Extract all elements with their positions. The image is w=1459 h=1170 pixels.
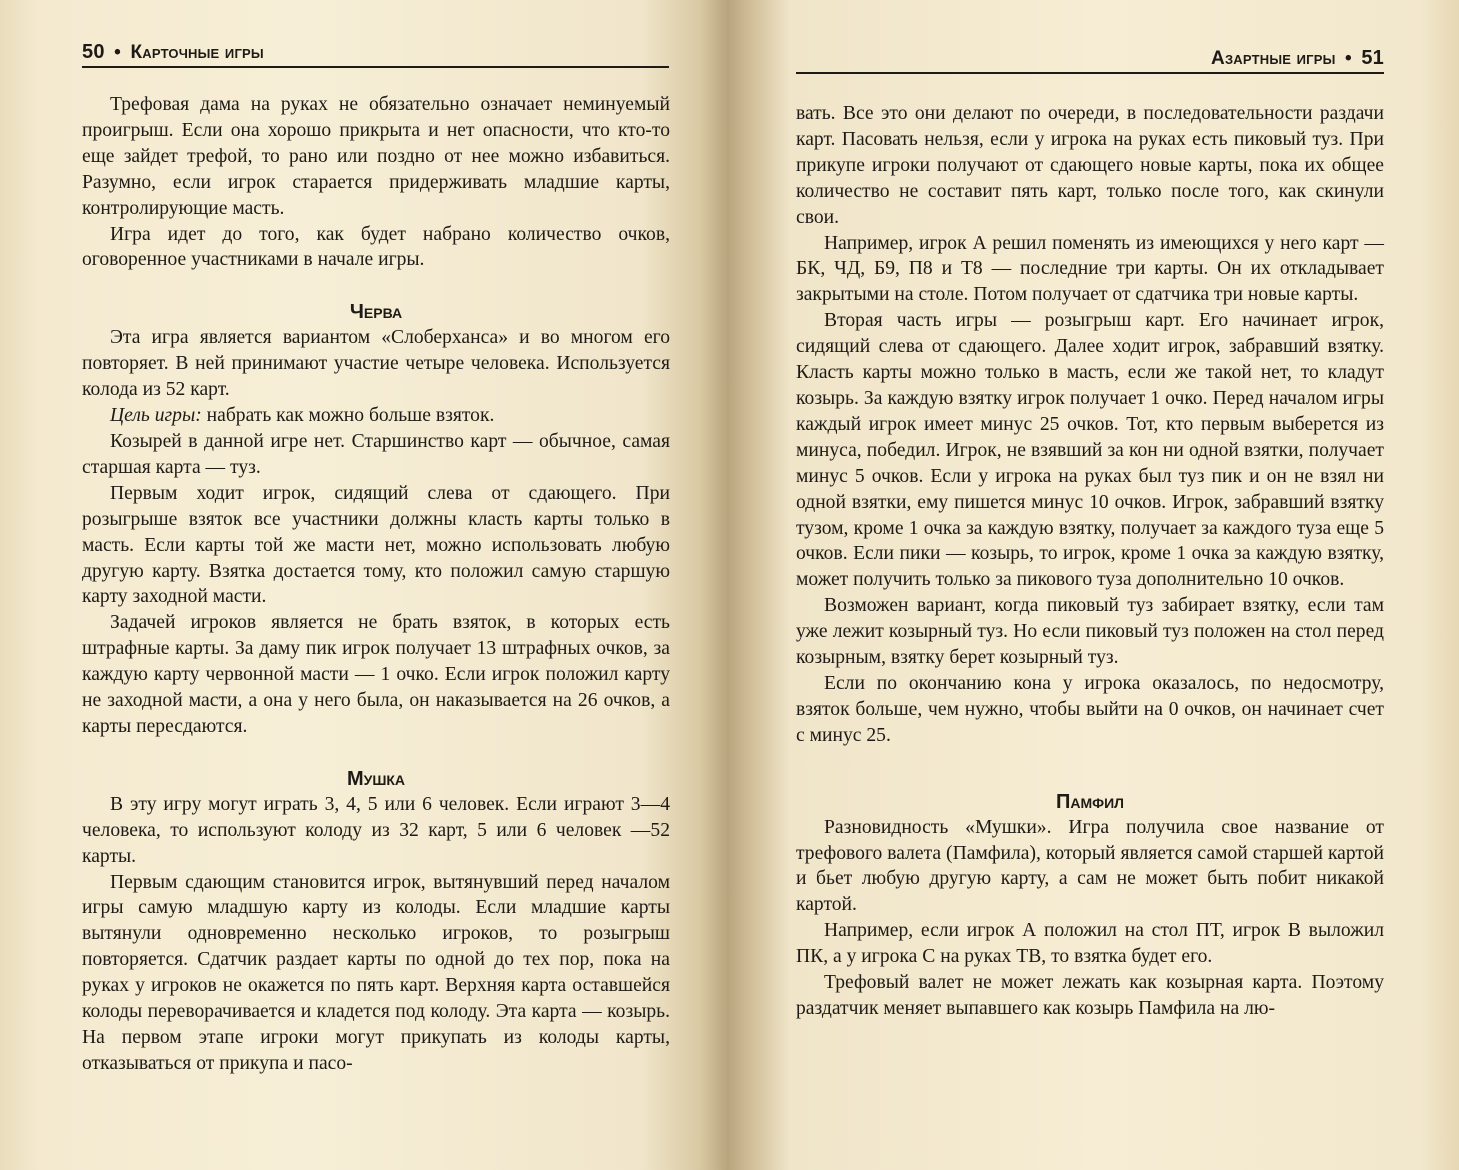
body-paragraph: Если по окончанию кона у игрока оказалось, по недосмотру, взяток больше, чем нужно, чтобы выйти на 0 очков, он начинает счет с минус 25. (796, 672, 1384, 746)
body-paragraph: Например, если игрок А положил на стол ПТ, игрок В выложил ПК, а у игрока С на руках ТВ, то взятка будет его. (796, 920, 1384, 968)
body-paragraph: Задачей игроков является не брать взяток, в которых есть штрафные карты. За даму пик игрок получает 13 штрафных очков, за каждую карту червонной масти — 1 очко. Если игрок положил карту не заходной масти, а она у него была, он наказывается на 26 очков, а карты пересдаются. (82, 612, 670, 737)
section-header-title: Карточные игры (130, 42, 264, 63)
section-spacer (796, 749, 1384, 789)
left-page-body (82, 92, 670, 1077)
header-separator: • (1345, 48, 1352, 69)
right-page (730, 0, 1459, 1170)
body-paragraph: вать. Все это они делают по очереди, в последовательности раздачи карт. Пасовать нельзя, если у игрока на руках есть пиковый туз. При прикупе игроки получают от сдающего новые карты, пока их общее количество не составит пять карт, только после того, как скинули свои. (796, 103, 1384, 228)
body-paragraph: В эту игру могут играть 3, 4, 5 или 6 человек. Если играют 3—4 человека, то используют колоду из 32 карт, 5 или 6 человек —52 карты. (82, 793, 670, 867)
game-goal-paragraph (82, 403, 670, 429)
body-paragraph: Эта игра является вариантом «Слоберханса» и во многом его повторяет. В ней принимают участие четыре человека. Используется колода из 52 карт. (82, 327, 670, 401)
running-head-right (796, 44, 1384, 74)
game-goal-text: набрать как можно больше взяток. (201, 405, 495, 427)
body-paragraph: Козырей в данной игре нет. Старшинство карт — обычное, самая старшая карта — туз. (82, 430, 670, 478)
body-paragraph: Первым сдающим становится игрок, вытянувший перед началом игры самую младшую карту из колоды. Если младшие карты вытянули одновременно несколько игроков, то розыгрыш повторяется. Сдатчик раздает карты по одной до тех пор, пока на руках у игроков не окажется по пять карт. Верхняя карта оставшейся колоды переворачивается и кладется под колоду. Эта карта — козырь. На первом этапе игроки могут прикупать из колоды карты, отказываться от прикупа и пасо- (82, 871, 670, 1074)
right-page-body (796, 101, 1384, 1022)
page-number: 50 (82, 41, 105, 63)
page-number: 51 (1361, 47, 1384, 69)
section-title: Памфил (1056, 790, 1124, 813)
body-paragraph: Трефовая дама на руках не обязательно означает неминуемый проигрыш. Если она хорошо прикрыта и нет опасности, что кто-то еще зайдет трефой, то рано или поздно от нее можно избавиться. Разумно, если игрок старается придерживать младшие карты, контролирующие масть. (82, 94, 670, 219)
section-spacer (82, 740, 670, 766)
running-head-left (82, 38, 669, 68)
body-paragraph: Трефовый валет не может лежать как козырная карта. Поэтому раздатчик меняет выпавшего как козырь Памфила на лю- (796, 972, 1384, 1019)
body-paragraph: Вторая часть игры — розыгрыш карт. Его начинает игрок, сидящий слева от сдающего. Далее ходит игрок, забравший взятку. Класть карты можно только в масть, если же такой нет, то кладут козырь. За каждую взятку игрок получает 1 очко. Перед началом игры каждый игрок имеет минус 25 очков. Тот, кто первым выберется из минуса, победил. Игрок, не взявший за кон ни одной взятки, получает минус 5 очков. Если у игрока на руках был туз пик и он не взял ни одной взятки, ему пишется минус 10 очков. Игрок, забравший взятку тузом, кроме 1 очка за каждую взятку, получает за каждого туза еще 5 очков. Если пики — козырь, то игрок, кроме 1 очка за каждую взятку, может получить только за пикового туза дополнительно 10 очков. (796, 310, 1384, 591)
game-goal-label: Цель игры: (110, 405, 202, 427)
section-title: Черва (349, 301, 403, 324)
body-paragraph: Возможен вариант, когда пиковый туз забирает взятку, если там уже лежит козырный туз. Но если пиковый туз положен на стол перед козырным, взятку берет козырный туз. (796, 595, 1384, 669)
body-paragraph: Разновидность «Мушки». Игра получила свое название от трефового валета (Памфила), который является самой старшей картой и бьет любую другую карту, а сам не может быть побит никакой картой. (796, 816, 1384, 916)
header-separator: • (114, 42, 121, 63)
body-paragraph: Например, игрок А решил поменять из имеющихся у него карт — БК, ЧД, Б9, П8 и Т8 — последние три карты. Он их откладывает закрытыми на столе. Потом получает от сдатчика три новые карты. (796, 232, 1384, 306)
section-spacer (82, 273, 670, 299)
section-header-title: Азартные игры (1211, 48, 1336, 69)
section-title: Мушка (346, 767, 406, 790)
body-paragraph: Игра идет до того, как будет набрано количество очков, оговоренное участниками в начале игры. (82, 223, 670, 271)
body-paragraph: Первым ходит игрок, сидящий слева от сдающего. При розыгрыше взяток все участники должны класть карты только в масть. Если карты той же масти нет, можно использовать любую другую карту. Взятка достается тому, кто положил самую старшую карту заходной масти. (82, 482, 670, 608)
